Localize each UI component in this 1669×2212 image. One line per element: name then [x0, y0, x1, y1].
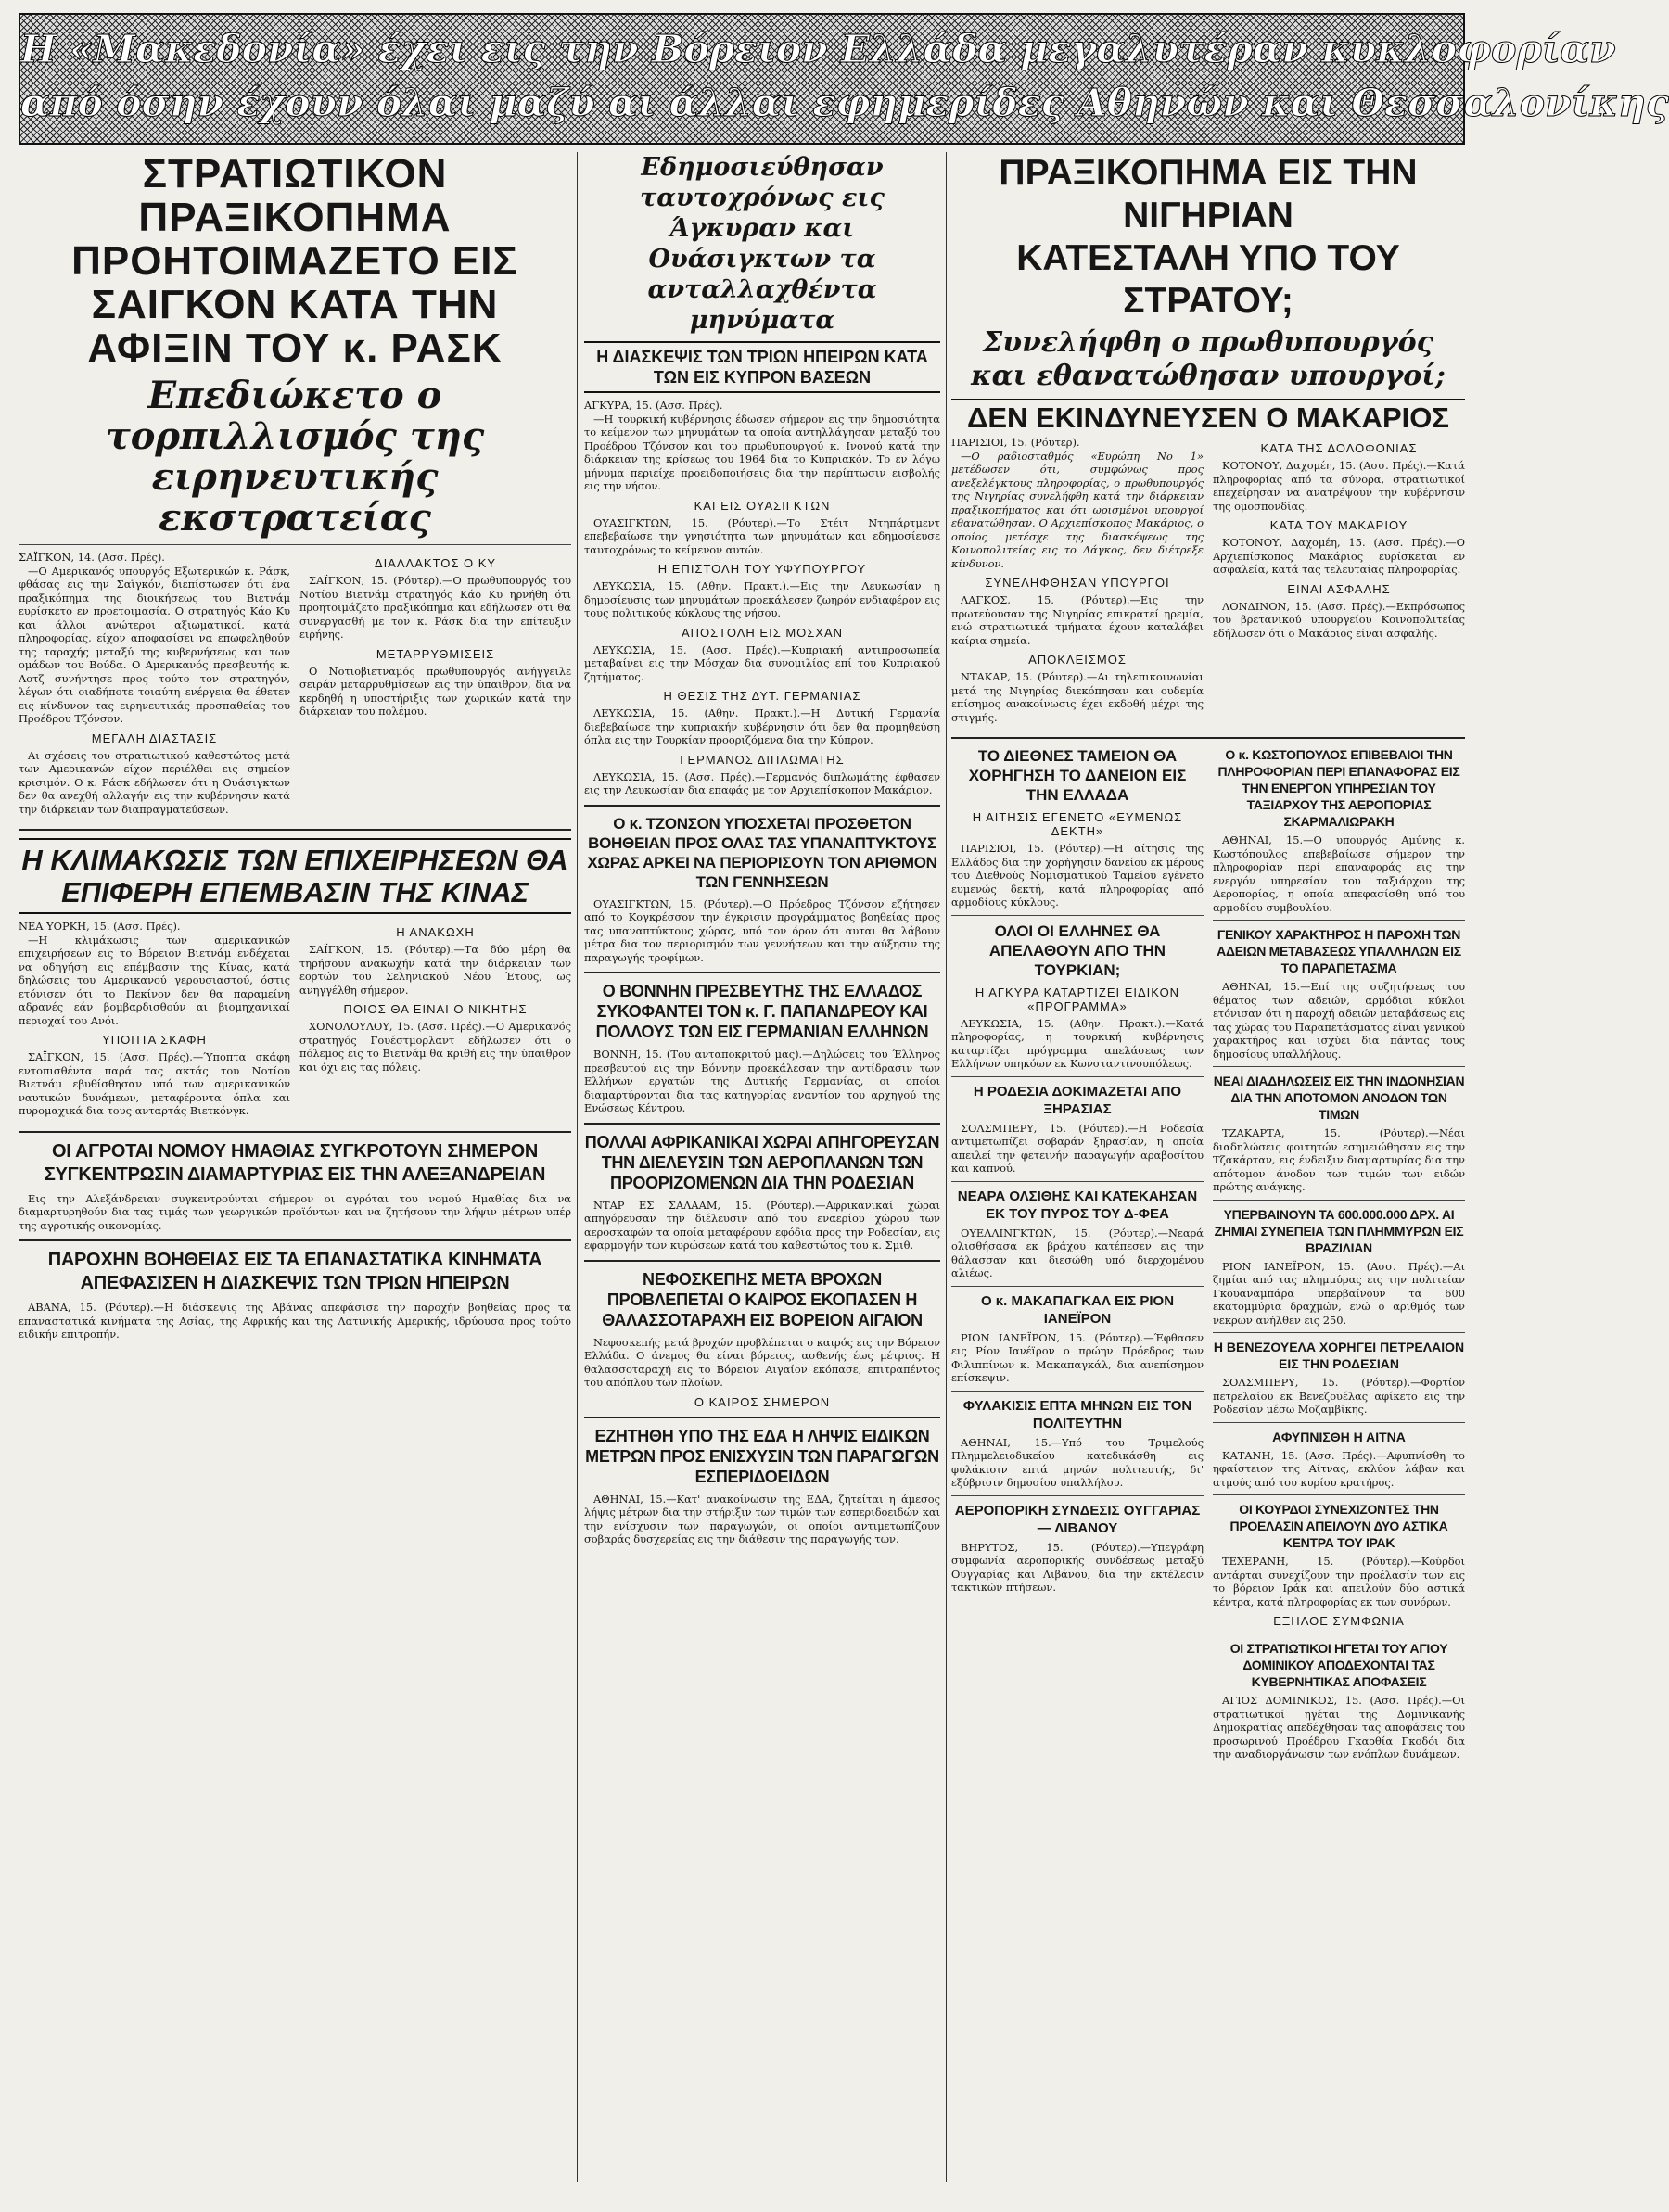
article-nigeria-columns: [951, 436, 1465, 730]
dateline: ΑΓΚΥΡΑ, 15. (Ασσ. Πρές).: [584, 399, 723, 412]
divider: [19, 1131, 571, 1133]
section-subhead: ΚΑΤΑ ΤΗΣ ΔΟΛΟΦΟΝΙΑΣ: [1260, 441, 1418, 455]
article-indonesia: [1213, 1073, 1465, 1194]
headline-nigeria-1: ΠΡΑΞΙΚΟΠΗΜΑ ΕΙΣ ΤΗΝ ΝΙΓΗΡΙΑΝ: [999, 153, 1418, 235]
article-body: ΝΤΑΡ ΕΣ ΣΑΛΑΑΜ, 15. (Ρόυτερ).—Αφρικανικαί χώραι απηγόρευσαν την διέλευσιν από του εναερίου χώρου των αεροσκαφών τα οποία μεταφέρουν εφόδια προς την Ροδεσίαν, εις εφαρμογήν των κυρώσεων κατά του καθεστώτος του κ. Σμιθ.: [584, 1198, 940, 1252]
divider: [584, 1417, 940, 1418]
article-rhodesia: [951, 1083, 1204, 1176]
article-body: ΣΑΪΓΚΟΝ, 15. (Ρόυτερ).—Τα δύο μέρη θα τηρήσουν ανακωχήν κατά την διάρκειαν των εορτών του Σεληνιακού Νέου Έτους, ως ανηγγέλθη σήμερον.: [299, 943, 571, 997]
article-body: ΣΟΛΣΜΠΕΡΥ, 15. (Ρόυτερ).—Η Ροδεσία αντιμετωπίζει σοβαράν ξηρασίαν, η οποία απειλεί την φετεινήν παραγωγήν αραβοσίτου και καπνού.: [951, 1121, 1204, 1175]
article-body: ΑΘΗΝΑΙ, 15.—Ο υπουργός Αμύνης κ. Κωστόπουλος επεβεβαίωσε σήμερον την πληροφορίαν περί επαναφοράς εις την ενεργόν υπηρεσίαν του ταξιάρχου της Αεροπορίας, η οποία απεφασίσθη υπό του αρμοδίου συμβουλίου.: [1213, 833, 1465, 914]
article-body: —Ο ραδιοσταθμός «Ευρώπη Νο 1» μετέδωσεν ότι, συμφώνως προς ανεξελέγκτους πληροφορίας, ο πρωθυπουργός της Νιγηρίας συνελήφθη κατά την διάρκειαν πραξικοπήματος και ότι ωρισμένοι υπουργοί εθανατώθησαν. Ο Αρχιεπίσκοπος Μακάριος, ο οποίος μετέσχε της διασκέψεως της Κοινοπολιτείας εις το Λάγκος, δεν διέτρεξε κίνδυνον.: [951, 449, 1204, 570]
divider: [951, 1391, 1204, 1392]
section-subhead: ΚΑΙ ΕΙΣ ΟΥΑΣΙΓΚΤΩΝ: [694, 498, 831, 513]
headline-johnson: Ο κ. ΤΖΟΝΣΟΝ ΥΠΟΣΧΕΤΑΙ ΠΡΟΣΘΕΤΟΝ ΒΟΗΘΕΙΑΝ ΠΡΟΣ ΟΛΑΣ ΤΑΣ ΥΠΑΝΑΠΤΥΚΤΟΥΣ ΧΩΡΑΣ ΑΡΚΕΙ ΝΑ ΠΕΡΙΟΡΙΣΟΥΝ ΤΟΝ ΑΡΙΘΜΟΝ ΤΩΝ ΓΕΝΝΗΣΕΩΝ: [587, 814, 937, 891]
subheadline-nigeria: Συνελήφθη ο πρωθυπουργός και εθανατώθησαν υπουργοί;: [971, 326, 1446, 392]
divider: [1213, 1066, 1465, 1067]
article-cyprus: [584, 152, 940, 797]
headline-venezuela: Η ΒΕΝΕΖΟΥΕΛΑ ΧΟΡΗΓΕΙ ΠΕΤΡΕΛΑΙΟΝ ΕΙΣ ΤΗΝ ΡΟΔΕΣΙΑΝ: [1213, 1340, 1465, 1371]
headline-kostopoulos: Ο κ. ΚΩΣΤΟΠΟΥΛΟΣ ΕΠΙΒΕΒΑΙΟΙ ΤΗΝ ΠΛΗΡΟΦΟΡΙΑΝ ΠΕΡΙ ΕΠΑΝΑΦΟΡΑΣ ΕΙΣ ΤΗΝ ΕΝΕΡΓΟΝ ΥΠΗΡΕΣΙΑΝ ΤΟΥ ΤΑΞΙΑΡΧΟΥ ΤΗΣ ΑΕΡΟΠΟΡΙΑΣ ΣΚΑΡΜΑΛΙΩΡΑΚΗ: [1217, 747, 1460, 829]
headline-imf: ΤΟ ΔΙΕΘΝΕΣ ΤΑΜΕΙΟΝ ΘΑ ΧΟΡΗΓΗΣΗ ΤΟ ΔΑΝΕΙΟΝ ΕΙΣ ΤΗΝ ΕΛΛΑΔΑ: [968, 747, 1187, 804]
divider: [584, 1123, 940, 1125]
article-politician: [951, 1397, 1204, 1490]
divider: [951, 915, 1204, 916]
article-weather: [584, 1269, 940, 1409]
article-africa: [584, 1132, 940, 1252]
headline-bonn: Ο ΒΟΝΝΗΝ ΠΡΕΣΒΕΥΤΗΣ ΤΗΣ ΕΛΛΑΔΟΣ ΣΥΚΟΦΑΝΤΕΙ ΤΟΝ κ. Γ. ΠΑΠΑΝΔΡΕΟΥ ΚΑΙ ΠΟΛΛΟΥΣ ΤΩΝ ΕΙΣ ΓΕΡΜΑΝΙΑΝ ΕΛΛΗΝΩΝ: [595, 982, 929, 1041]
headline-air: ΑΕΡΟΠΟΡΙΚΗ ΣΥΝΔΕΣΙΣ ΟΥΓΓΑΡΙΑΣ — ΛΙΒΑΝΟΥ: [954, 1502, 1201, 1536]
section-subhead: ΕΞΗΛΘΕ ΣΥΜΦΩΝΙΑ: [1273, 1614, 1405, 1628]
article-body: ΤΕΧΕΡΑΝΗ, 15. (Ρόυτερ).—Κούρδοι αντάρται συνεχίζουν την προέλασίν των εις το βόρειον Ιράκ και απειλούν δύο αστικά κέντρα, κατά πληροφορίας εκ των συνόρων.: [1213, 1555, 1465, 1608]
section-subhead: ΣΥΝΕΛΗΦΘΗΣΑΝ ΥΠΟΥΡΓΟΙ: [985, 576, 1170, 590]
article-body: ΑΒΑΝΑ, 15. (Ρόυτερ).—Η διάσκεψις της Αβάνας απεφάσισε την παροχήν βοηθείας προς τα επαναστατικά κινήματα της Ασίας, της Αφρικής και της Λατινικής Αμερικής, ιδρύουσα προς τούτο ειδικήν επιτροπήν.: [19, 1301, 571, 1341]
divider: [1213, 1200, 1465, 1201]
article-body: ΑΘΗΝΑΙ, 15.—Επί της συζητήσεως του θέματος των αδειών, αρμόδιοι κύκλοι ετόνισαν ότι η παροχή αδειών μεταβάσεως εις τας χώρας του Παραπετάσματος είναι γενικού χαρακτήρος και ισχύει δια πάντας τους δημοσίους υπαλλήλους.: [1213, 980, 1465, 1061]
section-subhead: ΜΕΓΑΛΗ ΔΙΑΣΤΑΣΙΣ: [91, 731, 218, 745]
section-subhead: ΚΑΤΑ ΤΟΥ ΜΑΚΑΡΙΟΥ: [1269, 518, 1408, 532]
right-section: [951, 152, 1465, 2182]
article-venezuela: [1213, 1339, 1465, 1417]
column-divider: [577, 152, 578, 2182]
article-body: ΟΥΑΣΙΓΚΤΩΝ, 15. (Ρόυτερ).—Το Στέιτ Ντηπάρτμεντ επεβεβαίωσε την γνησιότητα των μηνυμάτων και εδημοσίευσε ταυτοχρόνως το κείμενον αυτών.: [584, 515, 940, 556]
section-subhead: Η ΑΓΚΥΡΑ ΚΑΤΑΡΤΙΖΕΙ ΕΙΔΙΚΟΝ «ΠΡΟΓΡΑΜΜΑ»: [975, 985, 1180, 1013]
subheadline-cyprus: Η ΔΙΑΣΚΕΨΙΣ ΤΩΝ ΤΡΙΩΝ ΗΠΕΙΡΩΝ ΚΑΤΑ ΤΩΝ ΕΙΣ ΚΥΠΡΟΝ ΒΑΣΕΩΝ: [584, 341, 940, 393]
masthead-banner: [19, 13, 1669, 145]
article-aid: [19, 1249, 571, 1341]
headline-africa: ΠΟΛΛΑΙ ΑΦΡΙΚΑΝΙΚΑΙ ΧΩΡΑΙ ΑΠΗΓΟΡΕΥΣΑΝ ΤΗΝ ΔΙΕΛΕΥΣΙΝ ΤΩΝ ΑΕΡΟΠΛΑΝΩΝ ΤΩΝ ΠΡΟΟΡΙΖΟΜΕΝΩΝ ΔΙΑ ΤΗΝ ΡΟΔΕΣΙΑΝ: [584, 1132, 940, 1192]
headline-rhodesia: Η ΡΟΔΕΣΙΑ ΔΟΚΙΜΑΖΕΤΑΙ ΑΠΟ ΞΗΡΑΣΙΑΣ: [973, 1083, 1182, 1117]
divider: [1213, 920, 1465, 921]
banner-line-2: από όσην έχουν όλαι μαζύ αι άλλαι εφημερίδες Αθηνών και Θεσσαλονίκης: [20, 81, 1669, 125]
article-body: ΛΕΥΚΩΣΙΑ, 15. (Αθην. Πρακτ.).—Εις την Λευκωσίαν η δημοσίευσις των μηνυμάτων προεκάλεσεν ζωηρόν ενδιαφέρον εις τους πολιτικούς κύκλους της νήσου.: [584, 579, 940, 619]
headline-turkey: ΟΛΟΙ ΟΙ ΕΛΛΗΝΕΣ ΘΑ ΑΠΕΛΑΘΟΥΝ ΑΠΟ ΤΗΝ ΤΟΥΡΚΙΑΝ;: [988, 922, 1166, 979]
divider: [951, 1286, 1204, 1287]
article-body: Εις την Αλεξάνδρειαν συγκεντρούνται σήμερον οι αγρόται του νομού Ημαθίας δια να διαμαρτυρηθούν δια τας τιμάς των γεωργικών προϊόντων και να ζητήσουν την λήψιν μέτρων υπέρ της αγροτικής οικονομίας.: [19, 1191, 571, 1232]
section-subhead: Ο ΚΑΙΡΟΣ ΣΗΜΕΡΟΝ: [694, 1394, 831, 1409]
divider: [584, 972, 940, 973]
divider: [19, 1239, 571, 1241]
headline-dominican: ΟΙ ΣΤΡΑΤΙΩΤΙΚΟΙ ΗΓΕΤΑΙ ΤΟΥ ΑΓΙΟΥ ΔΟΜΙΝΙΚΟΥ ΑΠΟΔΕΧΟΝΤΑΙ ΤΑΣ ΚΥΒΕΡΝΗΤΙΚΑΣ ΑΠΟΦΑΣΕΙΣ: [1229, 1641, 1448, 1689]
article-body: ΟΥΑΣΙΓΚΤΩΝ, 15. (Ρόυτερ).—Ο Πρόεδρος Τζόνσον εζήτησεν από το Κογκρέσσον την έγκρισιν προγράμματος βοηθείας προς τας υπαναπτύκτους χώρας, υπό τον όρον ότι αυται θα λάβουν μέτρα δια τον περιορισμόν των γεννήσεων και την αύξησιν της παραγωγής τροφίμων.: [584, 896, 940, 964]
divider: [951, 1076, 1204, 1077]
article-china-columns: [19, 920, 571, 1124]
section-subhead: ΕΙΝΑΙ ΑΣΦΑΛΗΣ: [1287, 581, 1391, 596]
headline-china: Η ΚΛΙΜΑΚΩΣΙΣ ΤΩΝ ΕΠΙΧΕΙΡΗΣΕΩΝ ΘΑ ΕΠΙΦΕΡΗ ΕΠΕΜΒΑΣΙΝ ΤΗΣ ΚΙΝΑΣ: [19, 838, 571, 914]
article-body: ΚΑΤΑΝΗ, 15. (Ασσ. Πρές).—Αφυπνίσθη το ηφαίστειον της Αίτνας, εκλύον λάβαν και ατμούς από του κυρίου κρατήρος.: [1213, 1448, 1465, 1489]
article-body: ΑΓΙΟΣ ΔΟΜΙΝΙΚΟΣ, 15. (Ασσ. Πρές).—Οι στρατιωτικοί ηγέται της Δομινικανής Δημοκρατίας απεδέχθησαν τας αποφάσεις του προσωρινού Προέδρου Γκαρθία Γκοδόι δια την αναδιοργάνωσιν των ενόπλων δυνάμεων.: [1213, 1694, 1465, 1761]
article-body: ΧΟΝΟΛΟΥΛΟΥ, 15. (Ασσ. Πρές).—Ο Αμερικανός στρατηγός Γουέστμορλαντ εδήλωσεν ότι ο πόλεμος εις το Βιετνάμ θα κριθή εις την ύπαιθρον και όχι εις τας πόλεις.: [299, 1020, 571, 1074]
right-lower-left: [951, 746, 1204, 1767]
article-body: ΛΕΥΚΩΣΙΑ, 15. (Αθην. Πρακτ.).—Κατά πληροφορίας, η τουρκική κυβέρνησις καταρτίζει πρόγραμμα απελάσεως των Ελλήνων υπηκόων εκ Κωνσταντινουπόλεως.: [951, 1016, 1204, 1070]
article-etna: [1213, 1429, 1465, 1490]
article-imf: [951, 746, 1204, 909]
article-body: ΣΑΪΓΚΟΝ, 15. (Ρόυτερ).—Ο πρωθυπουργός του Νοτίου Βιετνάμ στρατηγός Κάο Κυ ηρνήθη ότι προητοιμάζετο πραξικόπημα και εδήλωσεν ότι θα συνεργασθή με τον κ. Ράσκ δια την επίτευξιν ειρήνης.: [299, 574, 571, 641]
headline-saigon: ΣΤΡΑΤΙΩΤΙΚΟΝ ΠΡΑΞΙΚΟΠΗΜΑ ΠΡΟΗΤΟΙΜΑΖΕΤΟ ΕΙΣ ΣΑΙΓΚΟΝ ΚΑΤΑ ΤΗΝ ΑΦΙΞΙΝ ΤΟΥ κ. ΡΑΣΚ: [71, 151, 518, 371]
article-zealand: [951, 1188, 1204, 1280]
headline-weather: ΝΕΦΟΣΚΕΠΗΣ ΜΕΤΑ ΒΡΟΧΩΝ ΠΡΟΒΛΕΠΕΤΑΙ Ο ΚΑΙΡΟΣ ΕΚΟΠΑΣΕΝ Η ΘΑΛΑΣΣΟΤΑΡΑΧΗ ΕΙΣ ΒΟΡΕΙΟΝ ΑΙΓΑΙΟΝ: [602, 1269, 923, 1329]
headline-etna: ΑΦΥΠΝΙΣΘΗ Η ΑΙΤΝΑ: [1272, 1429, 1406, 1444]
divider: [584, 1260, 940, 1262]
right-lower-columns: [951, 746, 1465, 1767]
article-china: [19, 838, 571, 1124]
article-body: ΒΗΡΥΤΟΣ, 15. (Ρόυτερ).—Υπεγράφη συμφωνία αεροπορικής συνδέσεως μεταξύ Ουγγαρίας και Λιβάνου, δια την εκτέλεσιν τακτικών πτήσεων.: [951, 1540, 1204, 1594]
article-body: ΟΥΕΛΛΙΝΓΚΤΩΝ, 15. (Ρόυτερ).—Νεαρά ολισθήσασα εκ βράχου κατέπεσεν εις την θάλασσαν και διεσώθη υπό διερχομένου αλιέως.: [951, 1226, 1204, 1279]
article-body: ΠΑΡΙΣΙΟΙ, 15. (Ρόυτερ).—Η αίτησις της Ελλάδος δια την χορήγησιν δανείου εκ μέρους του Διεθνούς Νομισματικού Ταμείου εγένετο ευμενώς δεκτή, κατά πληροφορίας από αρμοδίους κύκλους.: [951, 842, 1204, 909]
headline-farmers: ΟΙ ΑΓΡΟΤΑΙ ΝΟΜΟΥ ΗΜΑΘΙΑΣ ΣΥΓΚΡΟΤΟΥΝ ΣΗΜΕΡΟΝ ΣΥΓΚΕΝΤΡΩΣΙΝ ΔΙΑΜΑΡΤΥΡΙΑΣ ΕΙΣ ΤΗΝ ΑΛΕΞΑΝΔΡΕΙΑΝ: [44, 1140, 546, 1185]
article-body: ΒΟΝΝΗ, 15. (Του ανταποκριτού μας).—Δηλώσεις του Έλληνος πρεσβευτού εις την Βόννην προεκάλεσαν την αντίδρασιν των Ελλήνων εργατών της Δυτικής Γερμανίας, οι οποίοι διαμαρτύρονται δια τας κατηγορίας εναντίον του αρχηγού της Ενώσεως Κέντρου.: [584, 1048, 940, 1114]
article-bonn: [584, 981, 940, 1115]
article-johnson: [584, 814, 940, 965]
article-officials: [1213, 926, 1465, 1061]
newspaper-page: [19, 13, 1669, 2182]
section-subhead: ΜΕΤΑΡΡΥΘΜΙΣΕΙΣ: [376, 646, 495, 661]
dateline: ΣΑΪΓΚΟΝ, 14. (Ασσ. Πρές).: [19, 551, 165, 564]
headline-officials: ΓΕΝΙΚΟΥ ΧΑΡΑΚΤΗΡΟΣ Η ΠΑΡΟΧΗ ΤΩΝ ΑΔΕΙΩΝ ΜΕΤΑΒΑΣΕΩΣ ΥΠΑΛΛΗΛΩΝ ΕΙΣ ΤΟ ΠΑΡΑΠΕΤΑΣΜΑ: [1217, 927, 1461, 975]
article-kurds: [1213, 1501, 1465, 1628]
article-body: ΤΖΑΚΑΡΤΑ, 15. (Ρόυτερ).—Νέαι διαδηλώσεις φοιτητών εσημειώθησαν εις την Τζακάρταν, εις ένδειξιν διαμαρτυρίας δια την απότομον άνοδον των τιμών των ειδών πρώτης ανάγκης.: [1213, 1126, 1465, 1193]
article-body: ΡΙΟΝ ΙΑΝΕΪΡΟΝ, 15. (Ρόυτερ).—Έφθασεν εις Ρίον Ιανέϊρον ο πρώην Πρόεδρος των Φιλιππίνων κ. Μακαπαγκάλ, δια ανεπίσημον επίσκεψιν.: [951, 1330, 1204, 1384]
headline-makapagal: Ο κ. ΜΑΚΑΠΑΓΚΑΛ ΕΙΣ ΡΙΟΝ ΙΑΝΕΪΡΟΝ: [980, 1292, 1175, 1327]
divider: [951, 1181, 1204, 1182]
article-body: ΝΤΑΚΑΡ, 15. (Ρόυτερ).—Αι τηλεπικοινωνίαι μετά της Νιγηρίας διεκόπησαν και ουδεμία επίσημος ανακοίνωσις έχει εκδοθή μέχρι της στιγμής.: [951, 670, 1204, 724]
article-nigeria: [951, 152, 1465, 730]
article-body: —Ο Αμερικανός υπουργός Εξωτερικών κ. Ράσκ, φθάσας εις την Σαϊγκόν, διεπίστωσεν ότι ένα πραξικόπημα της διοικήσεως του Βιετνάμ ευρίσκετο εν προετοιμασία. Ο στρατηγός Κάο Κυ και άλλοι ανώτεροι αξιωματικοί, κατά πληροφορίας, είχον αποφασίσει να επωφεληθούν της ταραχής μεταξύ της κυβερνήσεως και των ομάδων του Βούδα. Ο Αμερικανός πρεσβευτής κ. Λοτζ συνήντησε προς τούτο τον στρατηγόν, λέγων ότι οιαδήποτε τοιαύτη ενέργεια θα έθετεν εις κίνδυνον τας ειρηνευτικάς προσπαθείας του Προέδρου Τζόνσον.: [19, 564, 290, 725]
article-body: ΚΟΤΟΝΟΥ, Δαχομέη, 15. (Ασσ. Πρές).—Ο Αρχιεπίσκοπος Μακάριος ευρίσκεται εν ασφαλεία, κατά τας τελευταίας πληροφορίας.: [1213, 536, 1465, 576]
middle-section: [584, 152, 940, 2182]
headline-eda: ΕΖΗΤΗΘΗ ΥΠΟ ΤΗΣ ΕΔΑ Η ΛΗΨΙΣ ΕΙΔΙΚΩΝ ΜΕΤΡΩΝ ΠΡΟΣ ΕΝΙΣΧΥΣΙΝ ΤΩΝ ΠΑΡΑΓΩΓΩΝ ΕΣΠΕΡΙΔΟΕΙΔΩΝ: [585, 1426, 939, 1486]
article-body: —Η τουρκική κυβέρνησις έδωσεν σήμερον εις την δημοσιότητα το κείμενον των μηνυμάτων τα οποία αντηλλάγησαν μεταξύ του Προέδρου Τζόνσον και του πρωθυπουργού κ. Ινονού κατά την διάρκειαν της κρίσεως του 1964 δια το Κυπριακόν. Το εν λόγω μήνυμα περιείχε προειδοποιήσεις δια την περίπτωσιν εισβολής εις την νήσον.: [584, 412, 940, 492]
headline-zealand: ΝΕΑΡΑ ΟΛΣΙΘΗΣ ΚΑΙ ΚΑΤΕΚΑΗΣΑΝ ΕΚ ΤΟΥ ΠΥΡΟΣ ΤΟΥ Δ-ΦΕΑ: [957, 1188, 1198, 1222]
right-lower-right: [1213, 746, 1465, 1767]
divider: [1213, 1332, 1465, 1333]
article-body: ΛΕΥΚΩΣΙΑ, 15. (Αθην. Πρακτ.).—Η Δυτική Γερμανία διεβεβαίωσε την κυπριακήν κυβέρνησιν ότι δεν θα προμηθεύση όπλα εις την Τουρκίαν προοριζόμενα δια την Κύπρον.: [584, 706, 940, 746]
article-body: Αι σχέσεις του στρατιωτικού καθεστώτος μετά των Αμερικανών είχον περιέλθει εις σημείον κρισιμόν. Ο κ. Ράσκ εδήλωσεν ότι η Ουάσιγκτων δεν θα ανεχθή αλλαγήν εις την κυβέρνησιν κατά την διάρκειαν των διαπραγματεύσεων.: [19, 748, 290, 816]
article-body: ΛΕΥΚΩΣΙΑ, 15. (Ασσ. Πρές).—Κυπριακή αντιπροσωπεία μεταβαίνει εις την Μόσχαν δια συνομιλίας επί του Κυπριακού ζητήματος.: [584, 642, 940, 683]
section-subhead: ΠΟΙΟΣ ΘΑ ΕΙΝΑΙ Ο ΝΙΚΗΤΗΣ: [343, 1002, 528, 1016]
section-subhead: Η ΑΙΤΗΣΙΣ ΕΓΕΝΕΤΟ «ΕΥΜΕΝΩΣ ΔΕΚΤΗ»: [972, 810, 1183, 838]
headline-indonesia: ΝΕΑΙ ΔΙΑΔΗΛΩΣΕΙΣ ΕΙΣ ΤΗΝ ΙΝΔΟΝΗΣΙΑΝ ΔΙΑ ΤΗΝ ΑΠΟΤΟΜΟΝ ΑΝΟΔΟΝ ΤΩΝ ΤΙΜΩΝ: [1213, 1074, 1465, 1122]
article-body: Ο Νοτιοβιετναμός πρωθυπουργός ανήγγειλε σειράν μεταρρυθμίσεων εις την ύπαιθρον, δια να κερδηθή η υποστήριξις των χωρικών κατά την διάρκειαν του πολέμου.: [299, 664, 571, 718]
article-body: Νεφοσκεπής μετά βροχών προβλέπεται ο καιρός εις την Βόρειον Ελλάδα. Ο άνεμος θα είναι βόρειος, ασθενής έως μέτριος. Η θαλασσοταραχή εις το Βόρειον Αιγαίον εκόπασε, επιτραπέντος του απόπλου των πλοίων.: [584, 1335, 940, 1389]
left-section: [19, 152, 571, 2182]
article-body: ΣΑΪΓΚΟΝ, 15. (Ασσ. Πρές).—Ύποπτα σκάφη εντοπισθέντα παρά τας ακτάς του Νοτίου Βιετνάμ εβυθίσθησαν υπό των αμερικανικών ναυτικών δυνάμεων, μεταφέροντα όπλα και πυρομαχικά δια τους ανταρτάς Βιετκόνγκ.: [19, 1050, 290, 1117]
divider: [19, 829, 571, 831]
headline-makarios: ΔΕΝ ΕΚΙΝΔΥΝΕΥΣΕΝ Ο ΜΑΚΑΡΙΟΣ: [951, 399, 1465, 436]
article-body: ΛΑΓΚΟΣ, 15. (Ρόυτερ).—Εις την πρωτεύουσαν της Νιγηρίας επικρατεί ηρεμία, ενώ στρατιωτικά τμήματα έχουν καταλάβει καίρια σημεία.: [951, 593, 1204, 647]
divider: [1213, 1422, 1465, 1423]
divider: [584, 805, 940, 807]
article-eda: [584, 1426, 940, 1546]
dateline: ΠΑΡΙΣΙΟΙ, 15. (Ρόυτερ).: [951, 436, 1080, 449]
headline-brazil: ΥΠΕΡΒΑΙΝΟΥΝ ΤΑ 600.000.000 ΔΡΧ. ΑΙ ΖΗΜΙΑΙ ΣΥΝΕΠΕΙΑ ΤΩΝ ΠΛΗΜΜΥΡΩΝ ΕΙΣ ΒΡΑΖΙΛΙΑΝ: [1214, 1206, 1464, 1255]
section-subhead: Η ΕΠΙΣΤΟΛΗ ΤΟΥ ΥΦΥΠΟΥΡΓΟΥ: [657, 562, 867, 576]
divider: [19, 544, 571, 545]
article-body: ΚΟΤΟΝΟΥ, Δαχομέη, 15. (Ασσ. Πρές).—Κατά πληροφορίας από τα σύνορα, στρατιωτικοί επεχείρησαν να ανατρέψουν την κυβέρνησιν της ομοσπονδίας.: [1213, 459, 1465, 513]
section-subhead: Η ΑΝΑΚΩΧΗ: [396, 925, 475, 939]
article-turkey: [951, 922, 1204, 1071]
section-subhead: ΥΠΟΠΤΑ ΣΚΑΦΗ: [102, 1033, 207, 1047]
section-subhead: Η ΘΕΣΙΣ ΤΗΣ ΔΥΤ. ΓΕΡΜΑΝΙΑΣ: [663, 689, 861, 703]
divider: [951, 737, 1465, 739]
section-subhead: ΔΙΑΛΛΑΚΤΟΣ Ο ΚΥ: [374, 556, 497, 570]
dateline: ΝΕΑ ΥΟΡΚΗ, 15. (Ασσ. Πρές).: [19, 920, 181, 933]
article-body: ΣΟΛΣΜΠΕΡΥ, 15. (Ρόυτερ).—Φορτίον πετρελαίου εκ Βενεζουέλας αφίκετο εις την Ροδεσίαν μέσω Μοζαμβίκης.: [1213, 1376, 1465, 1416]
article-dominican: [1213, 1640, 1465, 1761]
section-subhead: ΑΠΟΣΤΟΛΗ ΕΙΣ ΜΟΣΧΑΝ: [681, 625, 844, 640]
article-body: ΛΕΥΚΩΣΙΑ, 15. (Ασσ. Πρές).—Γερμανός διπλωμάτης έφθασεν εις την Λευκωσίαν δια επαφάς με τον Αρχιεπίσκοπον Μακάριον.: [584, 769, 940, 796]
article-body: ΡΙΟΝ ΙΑΝΕΪΡΟΝ, 15. (Ασσ. Πρές).—Αι ζημίαι από τας πλημμύρας εις την πολιτείαν Γκουαναμπάρα υπερβαίνουν τα 600 εκατομμύρια δραχμών, ενώ ο αριθμός των νεκρών ανήλθεν εις 250.: [1213, 1259, 1465, 1327]
headline-nigeria-2: ΚΑΤΕΣΤΑΛΗ ΥΠΟ ΤΟΥ ΣΤΡΑΤΟΥ;: [1016, 238, 1400, 321]
headline-kurds: ΟΙ ΚΟΥΡΔΟΙ ΣΥΝΕΧΙΖΟΝΤΕΣ ΤΗΝ ΠΡΟΕΛΑΣΙΝ ΑΠΕΙΛΟΥΝ ΔΥΟ ΑΣΤΙΚΑ ΚΕΝΤΡΑ ΤΟΥ ΙΡΑΚ: [1229, 1502, 1448, 1550]
subheadline-saigon: Επεδιώκετο ο τορπιλλισμός της ειρηνευτικής εκστρατείας: [105, 374, 485, 540]
article-air: [951, 1502, 1204, 1595]
article-saigon-columns: [19, 551, 571, 821]
divider: [1213, 1494, 1465, 1495]
article-kostopoulos: [1213, 746, 1465, 914]
headline-cyprus: Εδημοσιεύθησαν ταυτοχρόνως εις Άγκυραν και Ουάσιγκτων τα ανταλλαχθέντα μηνύματα: [640, 153, 885, 335]
article-body: ΑΘΗΝΑΙ, 15.—Υπό του Τριμελούς Πλημμελειοδικείου κατεδικάσθη εις φυλάκισιν επτά μηνών πολιτευτής, δι' εξύβρισιν δημοσίου υπαλλήλου.: [951, 1435, 1204, 1489]
column-divider: [946, 152, 947, 2182]
article-saigon: [19, 152, 571, 821]
divider: [951, 1495, 1204, 1496]
headline-aid: ΠΑΡΟΧΗΝ ΒΟΗΘΕΙΑΣ ΕΙΣ ΤΑ ΕΠΑΝΑΣΤΑΤΙΚΑ ΚΙΝΗΜΑΤΑ ΑΠΕΦΑΣΙΣΕΝ Η ΔΙΑΣΚΕΨΙΣ ΤΩΝ ΤΡΙΩΝ ΗΠΕΙΡΩΝ: [47, 1250, 542, 1293]
article-makapagal: [951, 1292, 1204, 1385]
article-body: ΑΘΗΝΑΙ, 15.—Κατ' ανακοίνωσιν της ΕΔΑ, ζητείται η άμεσος λήψις μέτρων δια την στήριξιν των τιμών των εσπεριδοειδών και την ενίσχυσιν των παραγωγών, οι οποίοι αντιμετωπίζουν σοβαράς δυσχερείας εις την διάθεσιν της παραγωγής των.: [584, 1492, 940, 1545]
article-brazil: [1213, 1206, 1465, 1328]
section-subhead: ΓΕΡΜΑΝΟΣ ΔΙΠΛΩΜΑΤΗΣ: [680, 752, 845, 767]
article-body: ΛΟΝΔΙΝΟΝ, 15. (Ασσ. Πρές).—Εκπρόσωπος του βρετανικού υπουργείου Κοινοπολιτείας εδήλωσεν ότι ο Μακάριος είναι ασφαλής.: [1213, 599, 1465, 640]
section-subhead: ΑΠΟΚΛΕΙΣΜΟΣ: [1028, 653, 1127, 667]
article-body: —Η κλιμάκωσις των αμερικανικών επιχειρήσεων εις το Βόρειον Βιετνάμ ενδέχεται να οδηγήση εις επέμβασιν της Κίνας, κατά δηλώσεις του Αμερικανού γερουσιαστού, όστις ετόνισεν ότι το Πεκίνον δεν θα παραμείνη αδρανές εάν βομβαρδισθούν αι βιομηχανικαί περιοχαί του Ανόι.: [19, 933, 290, 1027]
banner-line-1: Η «Μακεδονία» έχει εις την Βόρειον Ελλάδα μεγαλυτέραν κυκλοφορίαν: [20, 27, 1616, 71]
article-farmers: [19, 1140, 571, 1233]
headline-politician: ΦΥΛΑΚΙΣΙΣ ΕΠΤΑ ΜΗΝΩΝ ΕΙΣ ΤΟΝ ΠΟΛΙΤΕΥΤΗΝ: [962, 1397, 1192, 1431]
